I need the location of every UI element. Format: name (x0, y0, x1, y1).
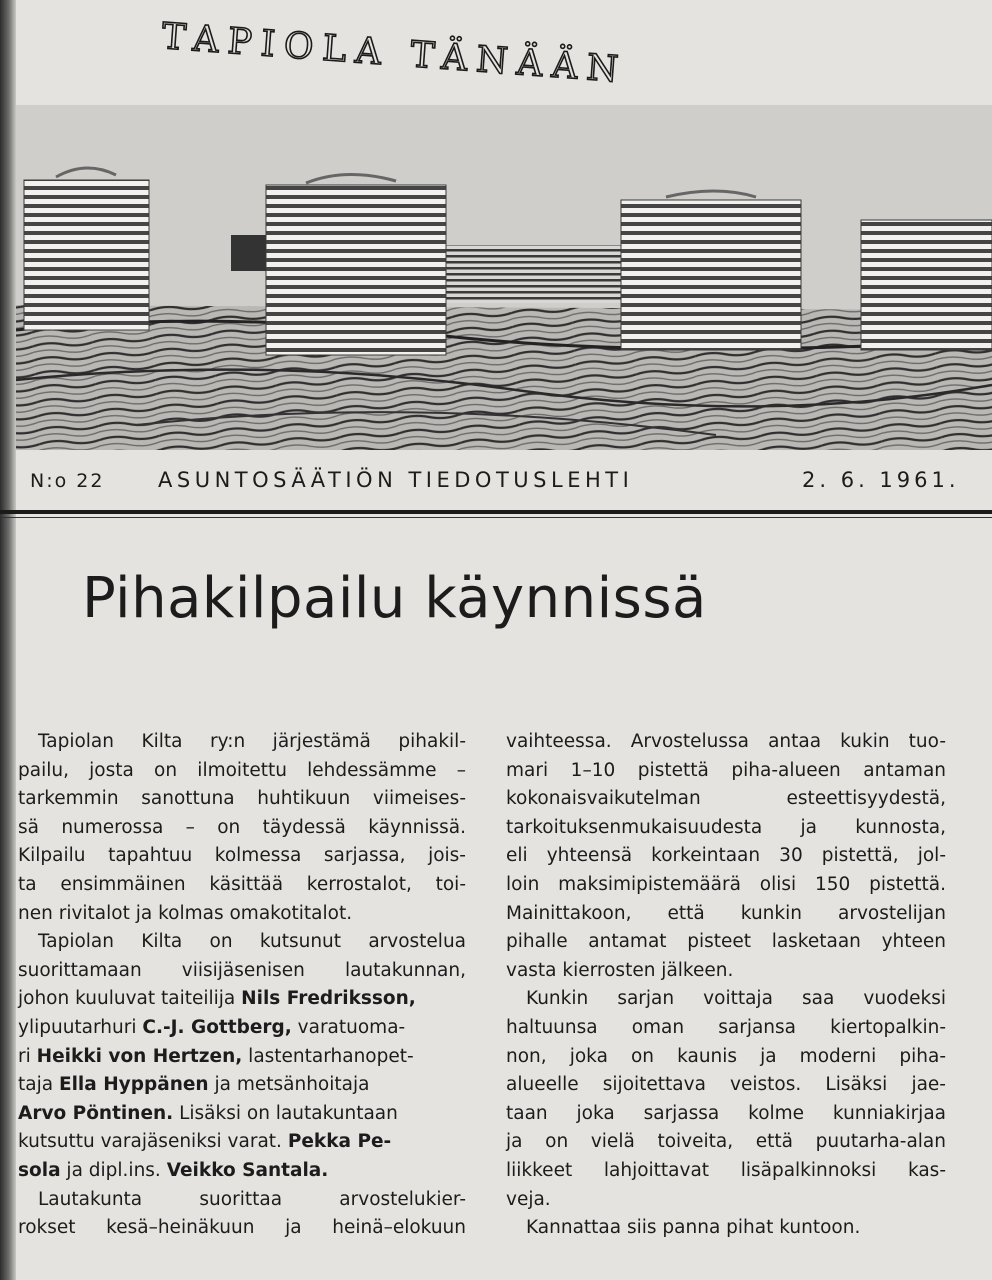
masthead (155, 12, 875, 108)
name-heikki-von-hertzen: Heikki von Hertzen, (36, 1045, 243, 1067)
text-line: loin maksimipistemäärä olisi 150 pistettä. (506, 873, 946, 895)
text-line (18, 1014, 466, 1043)
text-line: haltuunsa oman sarjansa kiertopalkin- (506, 1016, 946, 1038)
text-line (18, 1043, 466, 1072)
text-line: kokonaisvaikutelman esteettisyydestä, (506, 788, 946, 810)
article-headline: Pihakilpailu käynnissä (82, 566, 707, 631)
article-column-left (18, 728, 466, 1243)
text-line: eli yhteensä korkeintaan 30 pistettä, jol- (506, 845, 946, 867)
text-fragment: taja (18, 1074, 59, 1096)
name-cj-gottberg: C.-J. Gottberg, (142, 1016, 292, 1038)
text-line: Tapiolan Kilta on kutsunut arvostelua (38, 931, 466, 953)
text-line: Kannattaa siis panna pihat kuntoon. (526, 1217, 861, 1239)
text-line: alueelle sijoitettava veistos. Lisäksi jae- (506, 1074, 946, 1096)
masthead-title-art (155, 12, 875, 108)
name-nils-fredriksson: Nils Fredriksson, (241, 988, 416, 1010)
text-line: vasta kierrosten jälkeen. (506, 959, 734, 981)
name-veikko-santala: Veikko Santala. (166, 1159, 329, 1181)
text-line: Kunkin sarjan voittaja saa vuodeksi (526, 988, 946, 1010)
text-fragment: ja metsänhoitaja (208, 1074, 370, 1096)
text-line: Lautakunta suorittaa arvostelukier- (38, 1188, 466, 1210)
text-line (18, 1128, 466, 1157)
header-rule (0, 510, 992, 514)
text-line: pihalle antamat pisteet lasketaan yhteen (506, 931, 946, 953)
text-line: suorittamaan viisijäsenisen lautakunnan, (18, 959, 466, 981)
issue-line (30, 468, 970, 508)
issue-number: N:o 22 (30, 470, 105, 492)
text-line: sä numerossa – on täydessä käynnissä. (18, 816, 466, 838)
text-fragment: lastentarhanopet- (242, 1045, 414, 1067)
text-fragment: ylipuutarhuri (18, 1016, 143, 1038)
text-line: Kilpailu tapahtuu kolmessa sarjassa, jois- (18, 845, 466, 867)
text-line: tarkoituksenmukaisuudesta ja kunnosta, (506, 816, 946, 838)
text-line: ta ensimmäinen käsittää kerrostalot, toi- (18, 873, 466, 895)
text-line: ja on vielä toiveita, että puutarha-alan (506, 1131, 946, 1153)
name-pekka-pesola: Pekka Pe- (287, 1131, 392, 1153)
text-fragment: johon kuuluvat taiteilija (18, 988, 242, 1010)
text-line (18, 1157, 466, 1186)
text-line: rokset kesä–heinäkuun ja heinä–elokuun (18, 1217, 466, 1239)
name-arvo-pontinen: Arvo Pöntinen. (18, 1102, 174, 1124)
text-line: nen rivitalot ja kolmas omakotitalot. (18, 902, 353, 924)
text-line (18, 985, 466, 1014)
text-line: non, joka on kaunis ja moderni piha- (506, 1045, 946, 1067)
text-line (18, 1100, 466, 1129)
text-line: Tapiolan Kilta ry:n järjestämä pihakil- (38, 731, 466, 752)
text-line: Mainittakoon, että kunkin arvostelijan (506, 902, 946, 924)
article-column-right (506, 728, 946, 1243)
publication-name: ASUNTOSÄÄTIÖN TIEDOTUSLEHTI (158, 468, 634, 492)
text-line: tarkemmin sanottuna huhtikuun viimeises- (18, 788, 466, 810)
text-fragment: varatuoma- (291, 1016, 406, 1038)
text-fragment: Lisäksi on lautakuntaan (173, 1102, 398, 1124)
name-ella-hyppanen: Ella Hyppänen (58, 1074, 209, 1096)
book-binding-shadow (0, 0, 16, 1280)
text-line: liikkeet lahjoittavat lisäpalkinnoksi kas- (506, 1159, 946, 1181)
text-fragment: ja dipl.ins. (60, 1159, 167, 1181)
issue-date: 2. 6. 1961. (802, 468, 960, 492)
text-fragment: kutsuttu varajäseniksi varat. (18, 1131, 288, 1153)
header-rule-thin (0, 517, 992, 518)
text-line: veja. (506, 1188, 551, 1210)
text-fragment: ri (18, 1045, 37, 1067)
masthead-title: TAPIOLA TÄNÄÄN (160, 16, 629, 92)
text-line: taan joka sarjassa kolme kunniakirjaa (506, 1102, 946, 1124)
text-line: vaihteessa. Arvostelussa antaa kukin tuo- (506, 731, 946, 752)
text-line (18, 1071, 466, 1100)
text-line: pailu, josta on ilmoitettu lehdessämme – (18, 759, 466, 781)
apartment-buildings-illustration (16, 105, 992, 450)
name-pekka-pesola-cont: sola (18, 1159, 61, 1181)
text-line: mari 1–10 pistettä piha-alueen antaman (506, 759, 946, 781)
